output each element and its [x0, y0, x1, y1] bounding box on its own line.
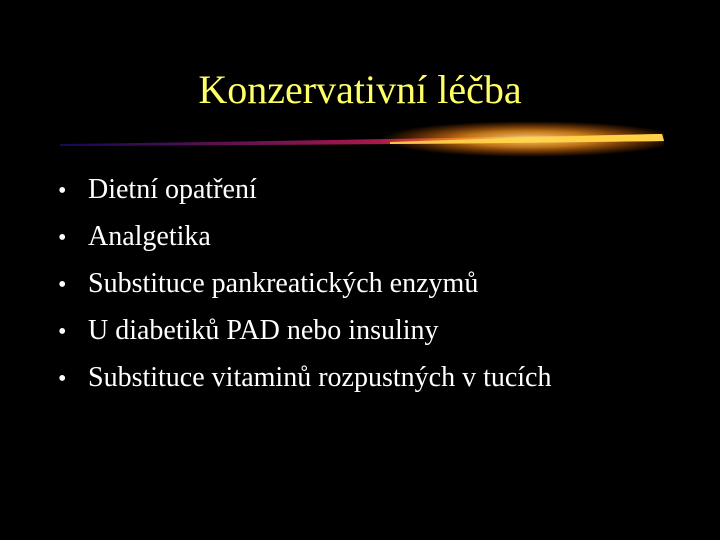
bullet-text: Analgetika — [88, 221, 211, 252]
list-item — [58, 307, 551, 354]
bullet-marker: • — [58, 366, 67, 392]
slide-title: Konzervativní léčba — [198, 67, 522, 112]
title-underline-swoosh — [60, 122, 664, 160]
bullet-text: Substituce vitaminů rozpustných v tucích — [88, 362, 552, 393]
list-item — [58, 260, 551, 307]
bullet-text: Dietní opatření — [88, 174, 257, 205]
list-item — [58, 354, 551, 401]
bullet-marker: • — [58, 225, 67, 251]
bullet-marker: • — [58, 178, 67, 204]
bullet-marker: • — [58, 272, 67, 298]
bullet-text: U diabetiků PAD nebo insuliny — [88, 315, 439, 346]
list-item — [58, 166, 551, 213]
bullet-marker: • — [58, 319, 67, 345]
list-item — [58, 213, 551, 260]
bullet-list — [58, 166, 551, 401]
bullet-text: Substituce pankreatických enzymů — [88, 268, 479, 299]
